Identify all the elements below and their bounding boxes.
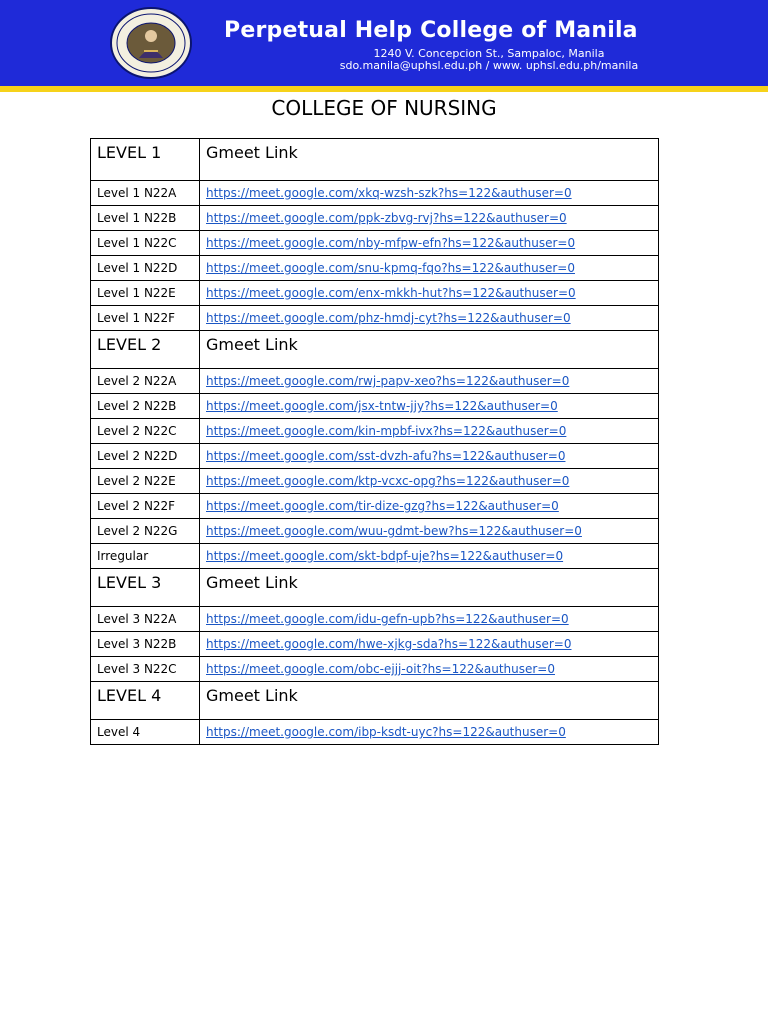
gmeet-link-cell: [200, 444, 659, 469]
gmeet-link-cell: [200, 632, 659, 657]
table-row: [91, 181, 659, 206]
gmeet-link-cell: [200, 469, 659, 494]
class-section-label: Level 2 N22F: [91, 494, 200, 519]
gmeet-link[interactable]: https://meet.google.com/nby-mfpw-efn?hs=122&authuser=0: [206, 236, 576, 250]
gmeet-link[interactable]: https://meet.google.com/snu-kpmq-fqo?hs=122&authuser=0: [206, 261, 575, 275]
gmeet-link-cell: [200, 231, 659, 256]
gmeet-link[interactable]: https://meet.google.com/wuu-gdmt-bew?hs=122&authuser=0: [206, 524, 582, 538]
class-section-label: Level 1 N22D: [91, 256, 200, 281]
gmeet-link-heading: Gmeet Link: [200, 139, 659, 181]
gmeet-link-cell: [200, 657, 659, 682]
document-title: COLLEGE OF NURSING: [271, 96, 497, 120]
gmeet-link-heading: Gmeet Link: [200, 569, 659, 607]
level-heading: LEVEL 1: [91, 139, 200, 181]
gmeet-link-cell: [200, 494, 659, 519]
table-row: [91, 281, 659, 306]
level-header-row: [91, 569, 659, 607]
table-row: [91, 394, 659, 419]
gmeet-link-cell: [200, 306, 659, 331]
level-heading: LEVEL 3: [91, 569, 200, 607]
header-stripe: [0, 86, 768, 92]
gmeet-link-cell: [200, 206, 659, 231]
gmeet-link[interactable]: https://meet.google.com/skt-bdpf-uje?hs=122&authuser=0: [206, 549, 564, 563]
class-section-label: Irregular: [91, 544, 200, 569]
table-row: [91, 256, 659, 281]
level-heading: LEVEL 4: [91, 682, 200, 720]
class-section-label: Level 2 N22C: [91, 419, 200, 444]
gmeet-link-cell: [200, 394, 659, 419]
gmeet-link[interactable]: https://meet.google.com/sst-dvzh-afu?hs=122&authuser=0: [206, 449, 566, 463]
table-row: [91, 607, 659, 632]
school-street: 1240 V. Concepcion St., Sampaloc, Manila: [373, 47, 605, 60]
gmeet-link-heading: Gmeet Link: [200, 331, 659, 369]
gmeet-link[interactable]: https://meet.google.com/tir-dize-gzg?hs=122&authuser=0: [206, 499, 559, 513]
table-row: [91, 231, 659, 256]
table-row: [91, 657, 659, 682]
table-row: [91, 519, 659, 544]
class-section-label: Level 1 N22E: [91, 281, 200, 306]
gmeet-link[interactable]: https://meet.google.com/obc-ejjj-oit?hs=122&authuser=0: [206, 662, 555, 676]
level-heading: LEVEL 2: [91, 331, 200, 369]
university-seal-icon: [108, 6, 194, 80]
class-section-label: Level 2 N22D: [91, 444, 200, 469]
gmeet-link-cell: [200, 519, 659, 544]
level-header-row: [91, 139, 659, 181]
gmeet-link[interactable]: https://meet.google.com/idu-gefn-upb?hs=122&authuser=0: [206, 612, 569, 626]
class-section-label: Level 4: [91, 720, 200, 745]
class-section-label: Level 2 N22E: [91, 469, 200, 494]
gmeet-link-heading: Gmeet Link: [200, 682, 659, 720]
gmeet-link[interactable]: https://meet.google.com/phz-hmdj-cyt?hs=122&authuser=0: [206, 311, 571, 325]
class-section-label: Level 2 N22A: [91, 369, 200, 394]
table-row: [91, 494, 659, 519]
table-row: [91, 632, 659, 657]
gmeet-link[interactable]: https://meet.google.com/ktp-vcxc-opg?hs=122&authuser=0: [206, 474, 570, 488]
class-section-label: Level 1 N22F: [91, 306, 200, 331]
gmeet-link-cell: [200, 544, 659, 569]
gmeet-link-cell: [200, 369, 659, 394]
class-section-label: Level 1 N22A: [91, 181, 200, 206]
gmeet-link[interactable]: https://meet.google.com/ppk-zbvg-rvj?hs=122&authuser=0: [206, 211, 567, 225]
table-row: [91, 306, 659, 331]
class-section-label: Level 2 N22G: [91, 519, 200, 544]
class-section-label: Level 3 N22A: [91, 607, 200, 632]
gmeet-link-cell: [200, 181, 659, 206]
school-name: Perpetual Help College of Manila: [224, 18, 638, 43]
gmeet-link[interactable]: https://meet.google.com/hwe-xjkg-sda?hs=122&authuser=0: [206, 637, 572, 651]
gmeet-links-table: [90, 138, 659, 745]
table-row: [91, 469, 659, 494]
gmeet-link[interactable]: https://meet.google.com/enx-mkkh-hut?hs=122&authuser=0: [206, 286, 576, 300]
gmeet-link-cell: [200, 607, 659, 632]
school-contact: sdo.manila@uphsl.edu.ph / www. uphsl.edu.ph/manila: [339, 59, 639, 72]
table-row: [91, 369, 659, 394]
gmeet-link-cell: [200, 256, 659, 281]
gmeet-link-cell: [200, 281, 659, 306]
gmeet-link-cell: [200, 720, 659, 745]
gmeet-link[interactable]: https://meet.google.com/kin-mpbf-ivx?hs=122&authuser=0: [206, 424, 567, 438]
table-row: [91, 444, 659, 469]
level-header-row: [91, 331, 659, 369]
class-section-label: Level 1 N22B: [91, 206, 200, 231]
class-section-label: Level 1 N22C: [91, 231, 200, 256]
gmeet-link[interactable]: https://meet.google.com/jsx-tntw-jjy?hs=122&authuser=0: [206, 399, 558, 413]
class-section-label: Level 2 N22B: [91, 394, 200, 419]
table-row: [91, 544, 659, 569]
gmeet-link[interactable]: https://meet.google.com/xkq-wzsh-szk?hs=122&authuser=0: [206, 186, 572, 200]
table-row: [91, 419, 659, 444]
level-header-row: [91, 682, 659, 720]
table-row: [91, 720, 659, 745]
header-banner: [0, 0, 768, 86]
school-address: [224, 48, 754, 72]
table-row: [91, 206, 659, 231]
class-section-label: Level 3 N22B: [91, 632, 200, 657]
gmeet-link-cell: [200, 419, 659, 444]
gmeet-link[interactable]: https://meet.google.com/rwj-papv-xeo?hs=122&authuser=0: [206, 374, 570, 388]
class-section-label: Level 3 N22C: [91, 657, 200, 682]
gmeet-link[interactable]: https://meet.google.com/ibp-ksdt-uyc?hs=122&authuser=0: [206, 725, 566, 739]
